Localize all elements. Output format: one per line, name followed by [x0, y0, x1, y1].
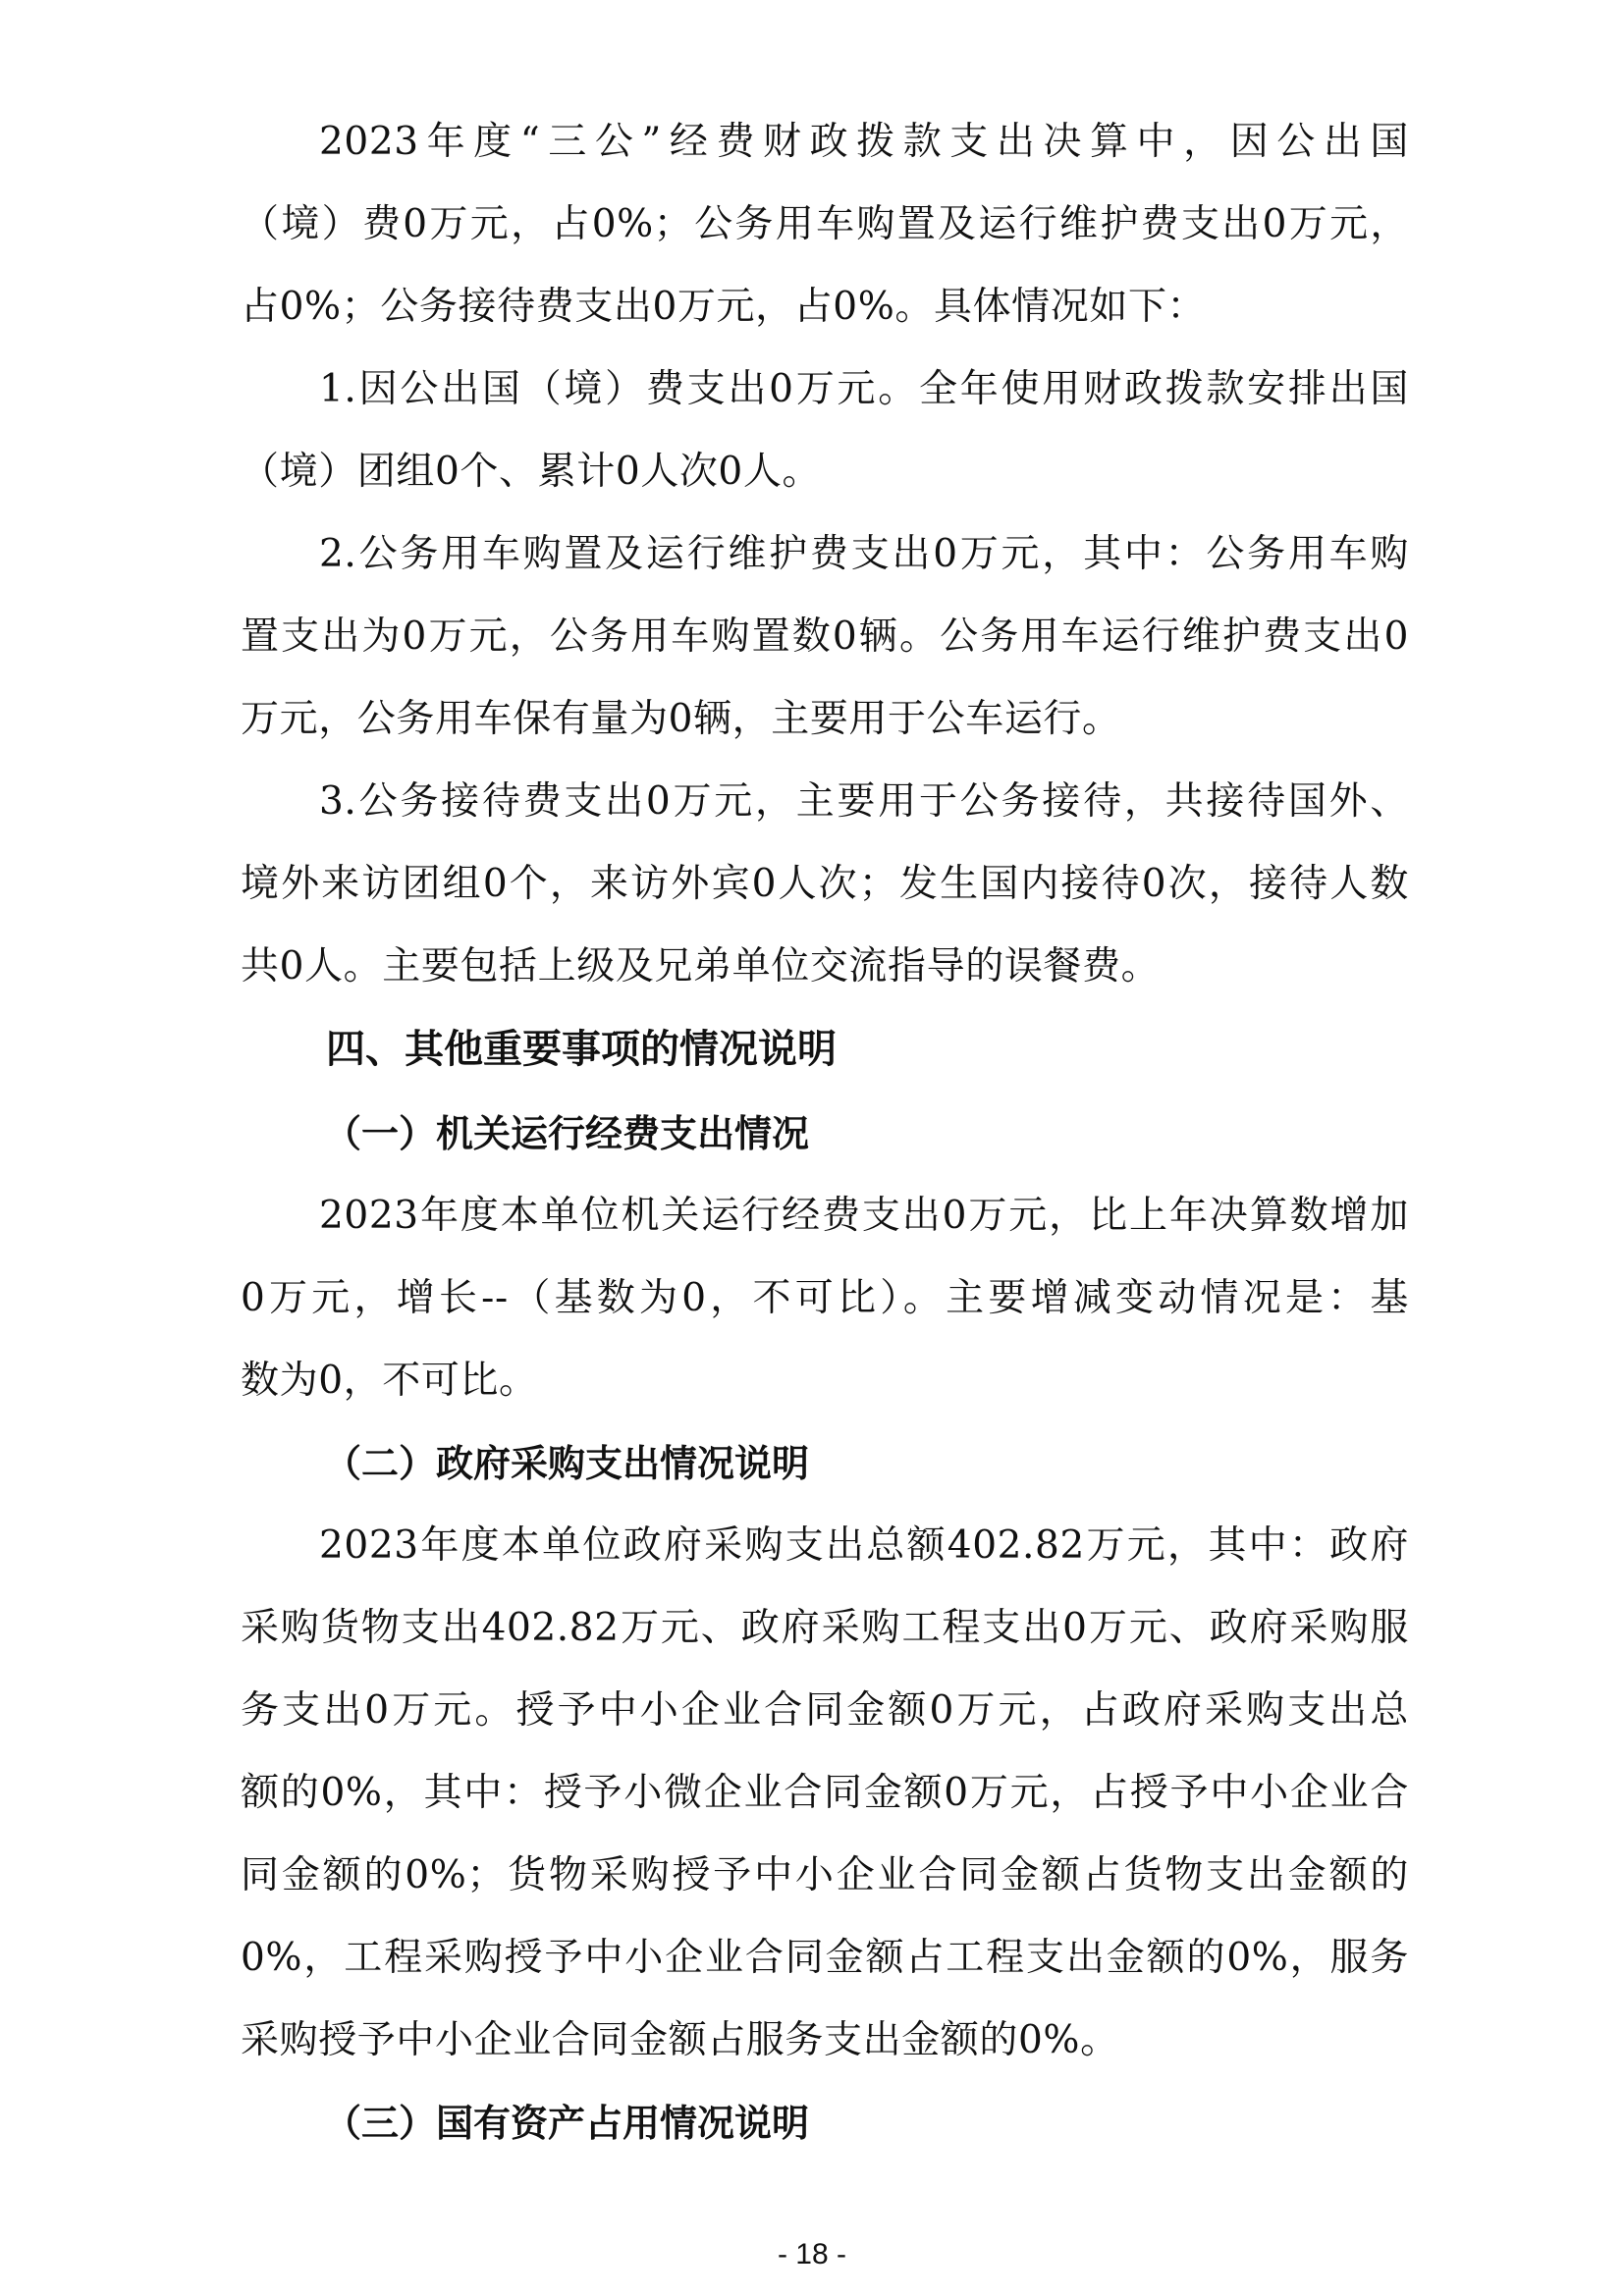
- text-line: 额的0%，其中：授予小微企业合同金额0万元，占授予中小企业合: [241, 1771, 1409, 1815]
- text-line: 0%，工程采购授予中小企业合同金额占工程支出金额的0%，服务: [241, 1936, 1409, 1980]
- subsection-heading-3: （三）国有资产占用情况说明: [324, 2102, 810, 2145]
- text-line: 采购授予中小企业合同金额占服务支出金额的0%。: [241, 2018, 1119, 2062]
- text-line: 同金额的0%；货物采购授予中小企业合同金额占货物支出金额的: [241, 1853, 1409, 1897]
- text-line: 3.公务接待费支出0万元，主要用于公务接待，共接待国外、: [319, 779, 1409, 824]
- text-line: 数为0，不可比。: [241, 1359, 538, 1403]
- text-line: 采购货物支出402.82万元、政府采购工程支出0万元、政府采购服: [241, 1606, 1409, 1650]
- subsection-heading-1: （一）机关运行经费支出情况: [324, 1112, 810, 1155]
- text-line: 2.公务用车购置及运行维护费支出0万元，其中：公务用车购: [319, 532, 1409, 576]
- text-line: （境）团组0个、累计0人次0人。: [241, 450, 822, 494]
- text-line: 共0人。主要包括上级及兄弟单位交流指导的误餐费。: [241, 944, 1161, 988]
- text-line: 2023年度本单位机关运行经费支出0万元，比上年决算数增加: [319, 1194, 1409, 1238]
- text-line: 2023年度“三公”经费财政拨款支出决算中，因公出国: [319, 120, 1409, 164]
- page-number: - 18 -: [777, 2238, 847, 2270]
- section-heading-4: 四、其他重要事项的情况说明: [326, 1027, 837, 1072]
- subsection-heading-2: （二）政府采购支出情况说明: [324, 1442, 810, 1485]
- text-line: 1.因公出国（境）费支出0万元。全年使用财政拨款安排出国: [319, 367, 1409, 411]
- text-line: 置支出为0万元，公务用车购置数0辆。公务用车运行维护费支出0: [241, 614, 1409, 659]
- text-line: 境外来访团组0个，来访外宾0人次；发生国内接待0次，接待人数: [241, 862, 1409, 906]
- text-line: 0万元，增长--（基数为0，不可比）。主要增减变动情况是：基: [241, 1276, 1409, 1320]
- text-line: （境）费0万元，占0%；公务用车购置及运行维护费支出0万元，: [241, 202, 1409, 246]
- text-line: 务支出0万元。授予中小企业合同金额0万元，占政府采购支出总: [241, 1688, 1409, 1733]
- text-line: 2023年度本单位政府采购支出总额402.82万元，其中：政府: [319, 1523, 1409, 1568]
- text-line: 万元，公务用车保有量为0辆，主要用于公车运行。: [241, 697, 1121, 741]
- text-line: 占0%；公务接待费支出0万元，占0%。具体情况如下：: [241, 285, 1207, 329]
